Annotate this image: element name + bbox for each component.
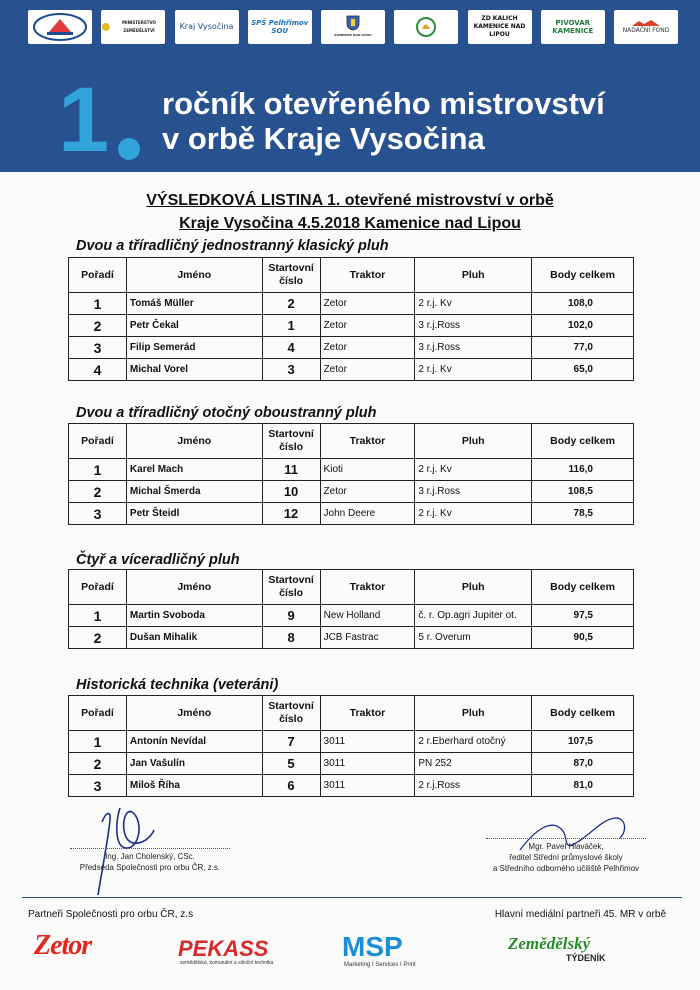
col-header-tractor: Traktor bbox=[320, 696, 415, 731]
table-row bbox=[69, 459, 634, 481]
name-cell: Filip Semerád bbox=[126, 337, 262, 359]
table-row bbox=[69, 481, 634, 503]
start-number-cell: 5 bbox=[262, 753, 320, 775]
pekass-logo: PEKASS bbox=[178, 936, 269, 961]
col-header-points: Body celkem bbox=[532, 424, 634, 459]
rank-cell: 2 bbox=[69, 753, 127, 775]
col-header-plough: Pluh bbox=[415, 258, 532, 293]
results-title-line-2: Kraje Vysočina 4.5.2018 Kamenice nad Lipou bbox=[179, 215, 521, 232]
category-title: Čtyř a víceradličný pluh bbox=[76, 552, 240, 568]
name-cell: Michal Šmerda bbox=[126, 481, 262, 503]
tractor-cell: Zetor bbox=[320, 337, 415, 359]
col-header-rank: Pořadí bbox=[69, 424, 127, 459]
start-number-cell: 12 bbox=[262, 503, 320, 525]
nadacni-fond-logo bbox=[614, 10, 678, 44]
col-header-tractor: Traktor bbox=[320, 258, 415, 293]
results-table bbox=[68, 695, 634, 797]
points-cell: 107,5 bbox=[532, 731, 634, 753]
points-cell: 65,0 bbox=[532, 359, 634, 381]
tractor-cell: Kioti bbox=[320, 459, 415, 481]
zemedelsky-tydenik-subtitle: TÝDENÍK bbox=[566, 953, 606, 963]
tractor-cell: 3011 bbox=[320, 753, 415, 775]
start-number-cell: 9 bbox=[262, 605, 320, 627]
name-cell: Dušan Mihalik bbox=[126, 627, 262, 649]
col-header-plough: Pluh bbox=[415, 570, 532, 605]
col-header-plough: Pluh bbox=[415, 424, 532, 459]
media-partners-label: Hlavní mediální partneři 45. MR v orbě bbox=[494, 909, 666, 920]
points-cell: 108,5 bbox=[532, 481, 634, 503]
table-row bbox=[69, 753, 634, 775]
start-number-cell: 8 bbox=[262, 627, 320, 649]
plough-cell: 3 r.j.Ross bbox=[415, 315, 532, 337]
pivovar-kamenice-logo bbox=[541, 10, 605, 44]
category-title: Dvou a tříradličný otočný oboustranný pluh bbox=[76, 405, 377, 421]
tractor-cell: 3011 bbox=[320, 731, 415, 753]
table-row bbox=[69, 503, 634, 525]
col-header-name: Jméno bbox=[126, 696, 262, 731]
category-title: Dvou a tříradličný jednostranný klasický pluh bbox=[76, 238, 389, 254]
name-cell: Jan Vašulín bbox=[126, 753, 262, 775]
name-cell: Karel Mach bbox=[126, 459, 262, 481]
headline-line-1: ročník otevřeného mistrovství bbox=[162, 86, 605, 121]
kraj-vysocina-logo bbox=[175, 10, 239, 44]
results-table bbox=[68, 257, 634, 381]
table-header-row bbox=[69, 424, 634, 459]
rank-cell: 3 bbox=[69, 775, 127, 797]
table-row bbox=[69, 627, 634, 649]
start-number-cell: 7 bbox=[262, 731, 320, 753]
start-number-cell: 4 bbox=[262, 337, 320, 359]
edition-dot bbox=[118, 138, 140, 160]
zd-kalich-logo bbox=[468, 10, 532, 44]
plough-cell: 2 r.j. Kv bbox=[415, 503, 532, 525]
results-table bbox=[68, 569, 634, 649]
col-header-tractor: Traktor bbox=[320, 424, 415, 459]
partners-label: Partneři Společnosti pro orbu ČR, z.s bbox=[28, 909, 194, 920]
col-header-start-number: Startovní číslo bbox=[262, 696, 320, 731]
plough-cell: PN 252 bbox=[415, 753, 532, 775]
points-cell: 97,5 bbox=[532, 605, 634, 627]
points-cell: 90,5 bbox=[532, 627, 634, 649]
col-header-rank: Pořadí bbox=[69, 258, 127, 293]
logo-label: SPŠ Pelhřimov SOU bbox=[251, 19, 309, 35]
plough-cell: 2 r.Eberhard otočný bbox=[415, 731, 532, 753]
col-header-start-number: Startovní číslo bbox=[262, 258, 320, 293]
plough-cell: č. r. Op.agri Jupiter ot. bbox=[415, 605, 532, 627]
logo-label: MINISTERSTVO ZEMĚDĚLSTVÍ bbox=[122, 20, 156, 33]
logo-label: KAMENICE NAD LIPOU bbox=[334, 33, 372, 37]
spolecnost-pro-orbu-logo bbox=[28, 10, 92, 44]
logo-label: ZD KALICH KAMENICE NAD LIPOU bbox=[473, 15, 526, 38]
plough-cell: 5 r. Overum bbox=[415, 627, 532, 649]
plough-cell: 2 r.j. Kv bbox=[415, 293, 532, 315]
points-cell: 87,0 bbox=[532, 753, 634, 775]
plough-cell: 2 r.j.Ross bbox=[415, 775, 532, 797]
col-header-plough: Pluh bbox=[415, 696, 532, 731]
signature-left bbox=[80, 800, 190, 900]
rank-cell: 3 bbox=[69, 503, 127, 525]
sps-sou-logo bbox=[248, 10, 312, 44]
col-header-name: Jméno bbox=[126, 570, 262, 605]
zetor-logo: Zetor bbox=[34, 930, 92, 961]
table-header-row bbox=[69, 696, 634, 731]
name-cell: Petr Čekal bbox=[126, 315, 262, 337]
rank-cell: 1 bbox=[69, 605, 127, 627]
partner-logo-strip bbox=[28, 10, 678, 48]
logo-label: NADAČNÍ FOND bbox=[622, 27, 670, 34]
msp-tagline: Marketing I Services I Print bbox=[344, 962, 416, 968]
points-cell: 77,0 bbox=[532, 337, 634, 359]
tractor-cell: Zetor bbox=[320, 359, 415, 381]
table-header-row bbox=[69, 570, 634, 605]
signature-line-left bbox=[70, 848, 230, 849]
edition-number: 1 bbox=[58, 69, 110, 171]
name-cell: Tomáš Müller bbox=[126, 293, 262, 315]
col-header-rank: Pořadí bbox=[69, 696, 127, 731]
kamenice-coat-of-arms bbox=[321, 10, 385, 44]
event-headline bbox=[162, 86, 682, 156]
start-number-cell: 6 bbox=[262, 775, 320, 797]
tractor-cell: 3011 bbox=[320, 775, 415, 797]
table-row bbox=[69, 359, 634, 381]
table-row bbox=[69, 315, 634, 337]
rank-cell: 2 bbox=[69, 627, 127, 649]
headline-line-2: v orbě Kraje Vysočina bbox=[162, 121, 485, 156]
name-cell: Petr Šteidl bbox=[126, 503, 262, 525]
table-row bbox=[69, 731, 634, 753]
rank-cell: 1 bbox=[69, 459, 127, 481]
table-row bbox=[69, 775, 634, 797]
ministerstvo-zemedelstvi-logo bbox=[101, 10, 165, 44]
col-header-rank: Pořadí bbox=[69, 570, 127, 605]
plough-cell: 3 r.j.Ross bbox=[415, 481, 532, 503]
col-header-points: Body celkem bbox=[532, 696, 634, 731]
tractor-cell: Zetor bbox=[320, 315, 415, 337]
logo-label: Kraj Vysočina bbox=[179, 22, 234, 31]
signature-line-right bbox=[486, 838, 646, 839]
plough-cell: 2 r.j. Kv bbox=[415, 359, 532, 381]
logo-label: PIVOVAR KAMENICE bbox=[552, 19, 594, 35]
rank-cell: 3 bbox=[69, 337, 127, 359]
points-cell: 78,5 bbox=[532, 503, 634, 525]
table-row bbox=[69, 337, 634, 359]
table-row bbox=[69, 293, 634, 315]
rank-cell: 2 bbox=[69, 315, 127, 337]
results-title-line-1: VÝSLEDKOVÁ LISTINA 1. otevřené mistrovství v orbě bbox=[146, 192, 554, 209]
col-header-name: Jméno bbox=[126, 258, 262, 293]
agrarni-komora-logo bbox=[394, 10, 458, 44]
tractor-cell: John Deere bbox=[320, 503, 415, 525]
start-number-cell: 10 bbox=[262, 481, 320, 503]
rank-cell: 1 bbox=[69, 293, 127, 315]
plough-cell: 2 r.j. Kv bbox=[415, 459, 532, 481]
points-cell: 116,0 bbox=[532, 459, 634, 481]
start-number-cell: 3 bbox=[262, 359, 320, 381]
start-number-cell: 2 bbox=[262, 293, 320, 315]
col-header-points: Body celkem bbox=[532, 258, 634, 293]
header-banner bbox=[0, 0, 700, 172]
category-title: Historická technika (veteráni) bbox=[76, 677, 279, 693]
name-cell: Martin Svoboda bbox=[126, 605, 262, 627]
tractor-cell: Zetor bbox=[320, 481, 415, 503]
rank-cell: 4 bbox=[69, 359, 127, 381]
signature-caption-right: Mgr. Pavel Hlaváček, ředitel Střední průmyslové školy a Středního odborného učiliště Pelhřimov bbox=[492, 842, 640, 873]
col-header-start-number: Startovní číslo bbox=[262, 424, 320, 459]
rank-cell: 1 bbox=[69, 731, 127, 753]
start-number-cell: 1 bbox=[262, 315, 320, 337]
zemedelsky-tydenik-logo: Zemědělský bbox=[508, 934, 591, 953]
pekass-tagline: zemědělská, komunální a silniční technika bbox=[180, 960, 274, 966]
footer-divider bbox=[22, 897, 682, 898]
name-cell: Miloš Říha bbox=[126, 775, 262, 797]
table-row bbox=[69, 605, 634, 627]
points-cell: 81,0 bbox=[532, 775, 634, 797]
tractor-cell: Zetor bbox=[320, 293, 415, 315]
msp-logo: MSP bbox=[342, 931, 403, 962]
start-number-cell: 11 bbox=[262, 459, 320, 481]
tractor-cell: New Holland bbox=[320, 605, 415, 627]
name-cell: Michal Vorel bbox=[126, 359, 262, 381]
table-header-row bbox=[69, 258, 634, 293]
plough-cell: 3 r.j.Ross bbox=[415, 337, 532, 359]
signature-caption-left: Ing. Jan Cholenský, CSc. Předseda Společnosti pro orbu ČR, z.s. bbox=[79, 852, 221, 872]
points-cell: 108,0 bbox=[532, 293, 634, 315]
rank-cell: 2 bbox=[69, 481, 127, 503]
points-cell: 102,0 bbox=[532, 315, 634, 337]
name-cell: Antonín Nevídal bbox=[126, 731, 262, 753]
col-header-start-number: Startovní číslo bbox=[262, 570, 320, 605]
col-header-tractor: Traktor bbox=[320, 570, 415, 605]
col-header-points: Body celkem bbox=[532, 570, 634, 605]
tractor-cell: JCB Fastrac bbox=[320, 627, 415, 649]
results-table bbox=[68, 423, 634, 525]
col-header-name: Jméno bbox=[126, 424, 262, 459]
